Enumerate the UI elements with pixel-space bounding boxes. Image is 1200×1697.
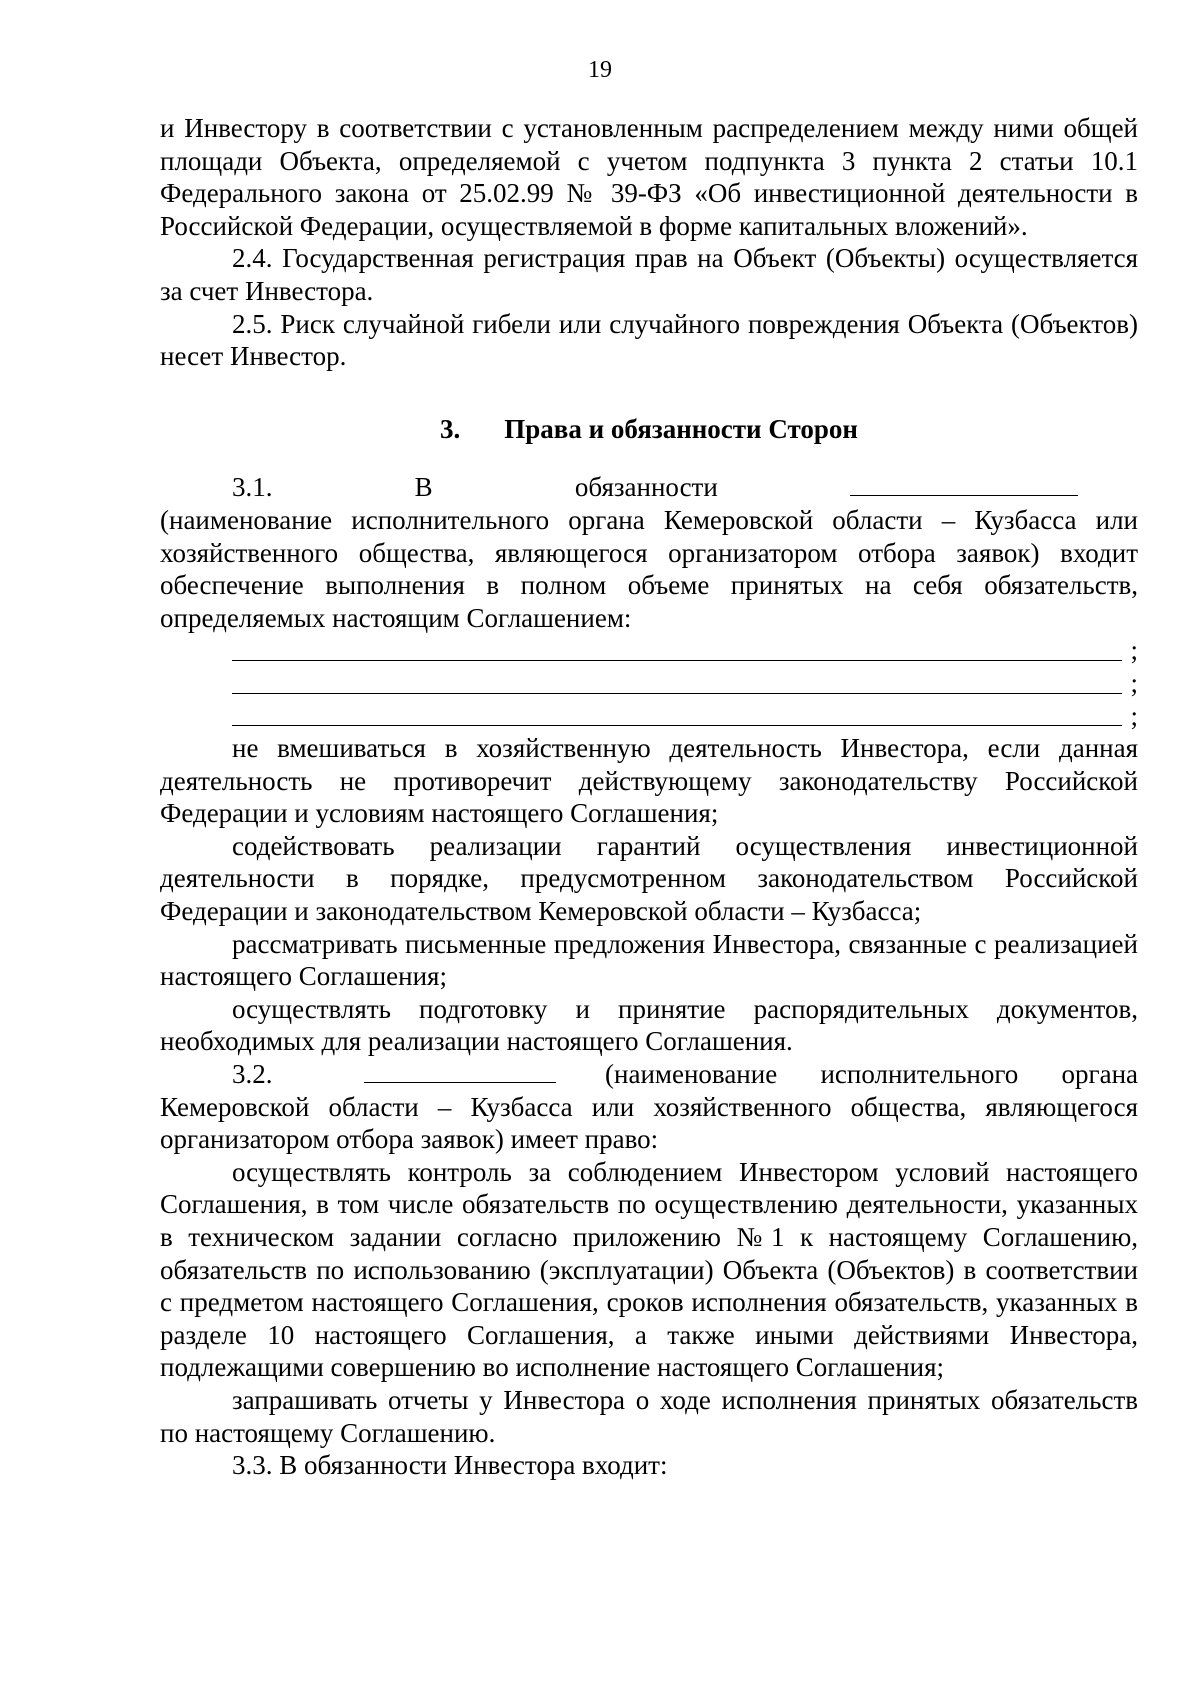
right-item-2: запрашивать отчеты у Инвестора о ходе исполнения принятых обязательств по настоящему Соглашению. bbox=[160, 1384, 1138, 1448]
blank-duty-line-1 bbox=[232, 634, 1138, 667]
duty-item-3: рассматривать письменные предложения Инвестора, связанные с реализацией настоящего Соглашения; bbox=[160, 928, 1138, 992]
blank-underline bbox=[232, 671, 1122, 694]
paragraph-3-1-lead: 3.1. В обязанности bbox=[232, 472, 718, 503]
paragraph-3-1-body: (наименование исполнительного органа Кемеровской области – Кузбасса или хозяйственного общества, являющегося организатором отбора заявок) входит обеспечение выполнения в полном объеме принятых на себя обязательств, определяемых настоящим Соглашением: bbox=[160, 504, 1138, 633]
blank-duty-line-3 bbox=[232, 700, 1138, 733]
paragraph-3-1 bbox=[160, 471, 1138, 634]
semicolon: ; bbox=[1130, 635, 1138, 666]
blank-duty-line-2 bbox=[232, 667, 1138, 700]
semicolon: ; bbox=[1130, 700, 1138, 731]
duty-item-1: не вмешиваться в хозяйственную деятельность Инвестора, если данная деятельность не противоречит действующему законодательству Российской Федерации и условиям настоящего Соглашения; bbox=[160, 733, 1138, 829]
paragraph-2-4: 2.4. Государственная регистрация прав на Объект (Объекты) осуществляется за счет Инвестора. bbox=[160, 243, 1138, 306]
duty-item-4: осуществлять подготовку и принятие распорядительных документов, необходимых для реализации настоящего Соглашения. bbox=[160, 993, 1138, 1057]
page-number: 19 bbox=[588, 57, 612, 83]
paragraph-3-2-body: (наименование исполнительного органа Кемеровской области – Кузбасса или хозяйственного общества, являющегося организатором отбора заявок) имеет право: bbox=[160, 1059, 1139, 1155]
blank-underline bbox=[232, 638, 1122, 661]
blank-underline bbox=[232, 703, 1122, 726]
duty-item-2: содействовать реализации гарантий осуществления инвестиционной деятельности в порядке, предусмотренном законодательством Российской Федерации и законодательством Кемеровской области – Кузбасса; bbox=[160, 830, 1138, 927]
right-item-1: осуществлять контроль за соблюдением Инвестором условий настоящего Соглашения, в том числе обязательств по осуществлению деятельности, указанных в техническом задании согласно приложению №1 к настоящему Соглашению, обязательств по использованию (эксплуатации) Объекта (Объектов) в соответствии с предметом настоящего Соглашения, сроков исполнения обязательств, указанных в разделе 10 настоящего Соглашения, а также иными действиями Инвестора, подлежащими совершению во исполнение настоящего Соглашения; bbox=[160, 1156, 1138, 1383]
paragraph-3-3: 3.3. В обязанности Инвестора входит: bbox=[232, 1450, 668, 1481]
section-number: 3. bbox=[440, 413, 461, 444]
paragraph-2-3-continuation: и Инвестору в соответствии с установленным распределением между ними общей площади Объекта, определяемой с учетом подпункта 3 пункта 2 статьи 10.1 Федерального закона от 25.02.99 № 39-ФЗ «Об инвестиционной деятельности в Российской Федерации, осуществляемой в форме капитальных вложений». bbox=[160, 113, 1138, 241]
blank-field-organ-name-2 bbox=[364, 1058, 556, 1083]
document-body bbox=[160, 112, 1138, 1482]
paragraph-3-2 bbox=[160, 1058, 1138, 1156]
blank-field-organ-name bbox=[850, 471, 1078, 496]
section-title: Права и обязанности Сторон bbox=[504, 413, 858, 444]
paragraph-2-5: 2.5. Риск случайной гибели или случайного повреждения Объекта (Объектов) несет Инвестор. bbox=[160, 308, 1138, 372]
paragraph-3-2-lead: 3.2. bbox=[232, 1059, 273, 1090]
semicolon: ; bbox=[1130, 667, 1138, 698]
section-heading-3 bbox=[160, 413, 1138, 446]
